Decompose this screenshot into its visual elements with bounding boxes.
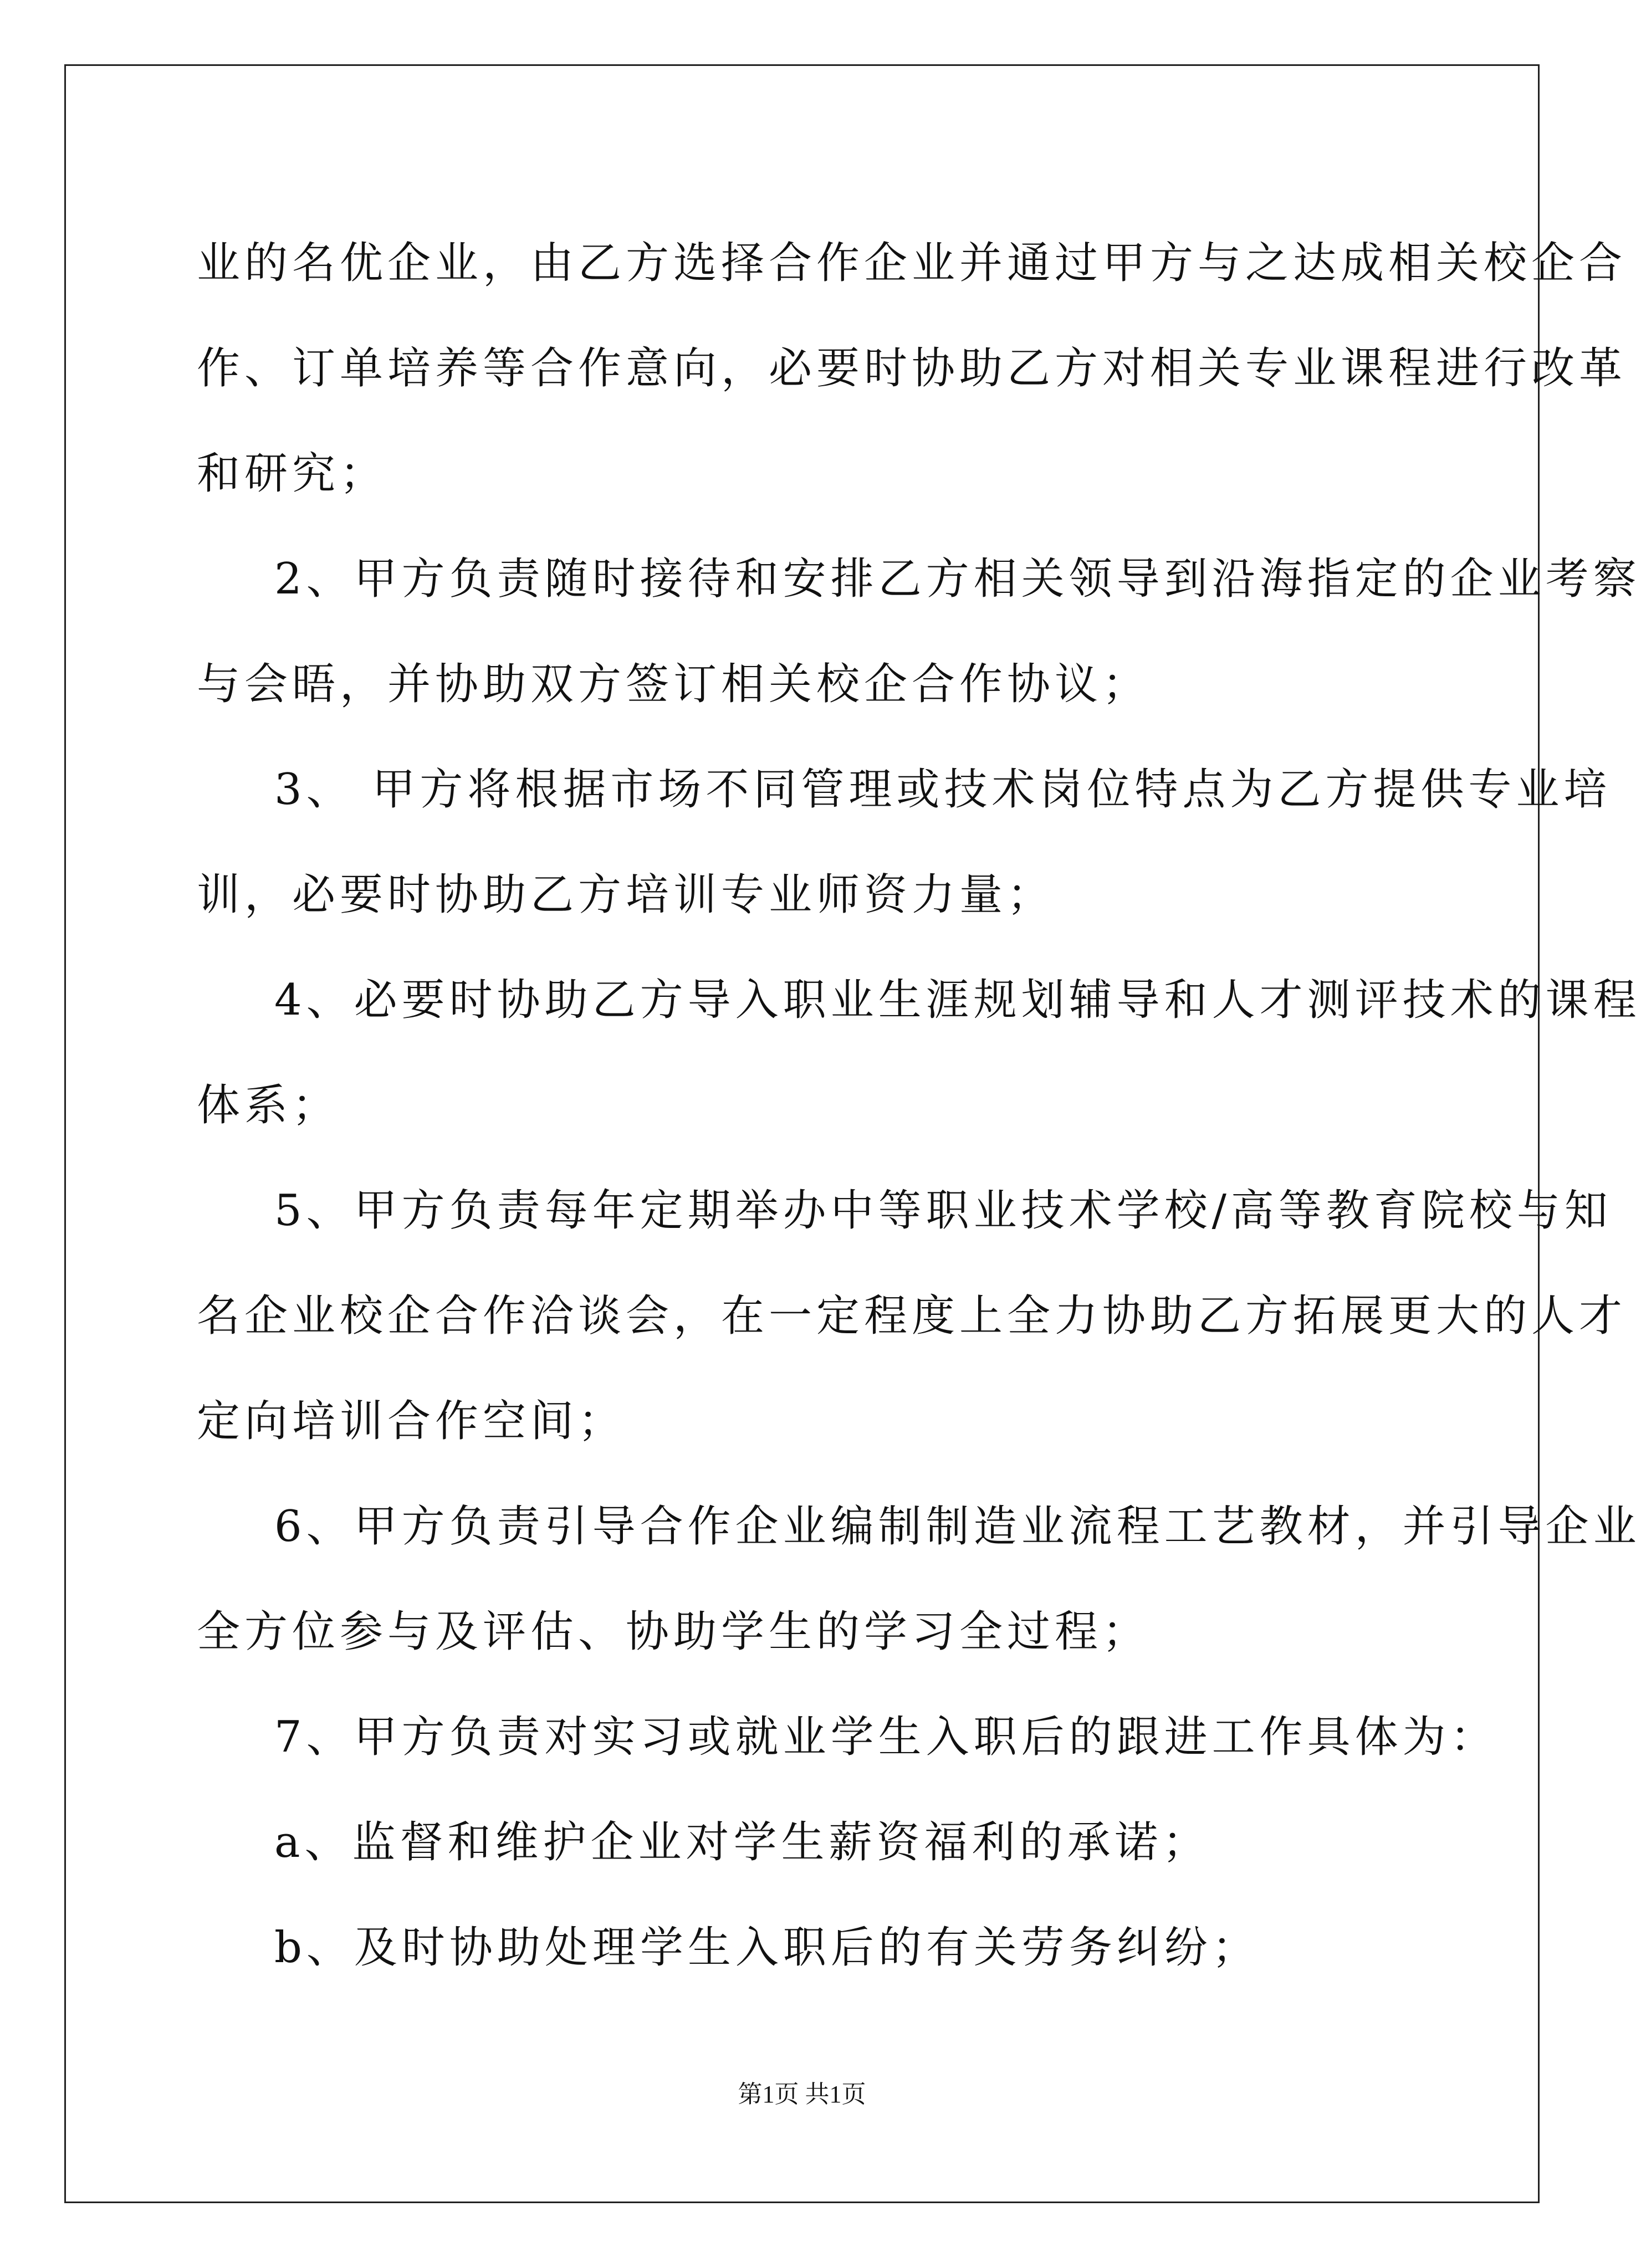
text-line: 作、订单培养等合作意向，必要时协助乙方对相关专业课程进行改革: [197, 344, 1627, 393]
text-line: 全方位参与及评估、协助学生的学习全过程；: [197, 1607, 1151, 1657]
text-line: 名企业校企合作洽谈会，在一定程度上全力协助乙方拓展更大的人才: [197, 1291, 1627, 1341]
text-line: 7、甲方负责对实习或就业学生入职后的跟进工作具体为：: [274, 1712, 1498, 1762]
text-line: 和研究；: [197, 449, 388, 499]
text-line: 与会晤，并协助双方签订相关校企合作协议；: [197, 659, 1151, 709]
page-footer: [0, 2078, 1604, 2111]
page-number: 第1页 共1页: [738, 2081, 866, 2108]
text-line: 2、甲方负责随时接待和安排乙方相关领导到沿海指定的企业考察: [274, 554, 1641, 604]
text-line: 3、 甲方将根据市场不同管理或技术岗位特点为乙方提供专业培: [274, 765, 1612, 815]
text-line: 5、甲方负责每年定期举办中等职业技术学校/高等教育院校与知: [274, 1186, 1612, 1236]
text-line: a、监督和维护企业对学生薪资福利的承诺；: [274, 1818, 1210, 1867]
text-line: b、及时协助处理学生入职后的有关劳务纠纷；: [274, 1923, 1260, 1973]
text-line: 体系；: [197, 1081, 340, 1130]
text-line: 6、甲方负责引导合作企业编制制造业流程工艺教材，并引导企业: [274, 1502, 1641, 1552]
document-body: [197, 211, 1641, 2000]
text-line: 定向培训合作空间；: [197, 1396, 626, 1446]
text-line: 训，必要时协助乙方培训专业师资力量；: [197, 870, 1055, 920]
text-line: 业的名优企业，由乙方选择合作企业并通过甲方与之达成相关校企合: [197, 238, 1627, 288]
text-line: 4、必要时协助乙方导入职业生涯规划辅导和人才测评技术的课程: [274, 975, 1641, 1025]
